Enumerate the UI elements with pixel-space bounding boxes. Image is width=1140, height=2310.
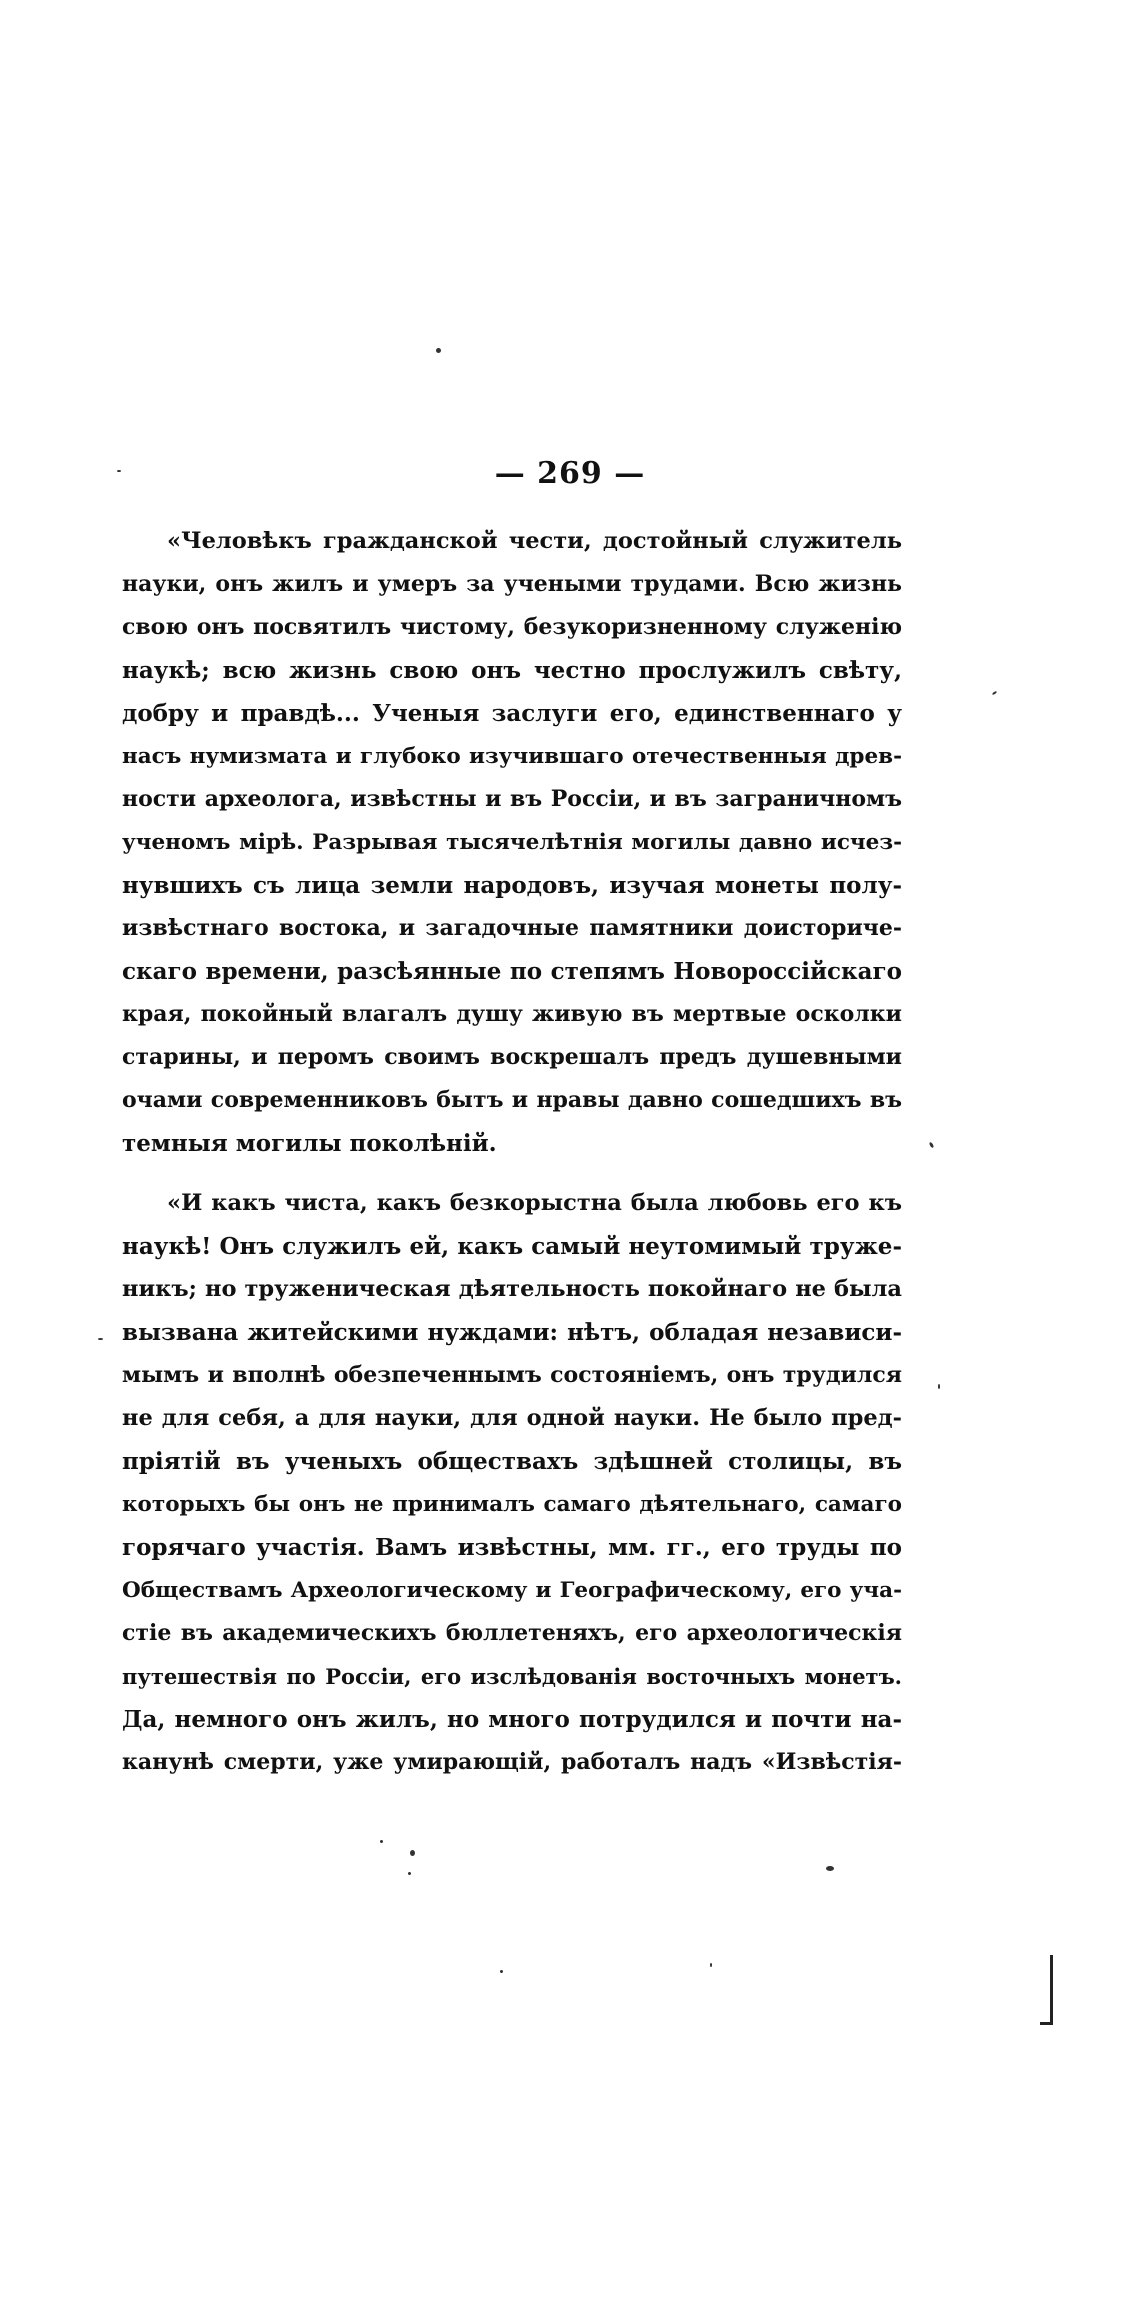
text-line: наукѣ! Онъ служилъ ей, какъ самый неутомимый тружe-: [122, 1233, 902, 1260]
text-line: не для себя, а для науки, для одной науки. Не было пред-: [122, 1405, 902, 1431]
text-line: «И какъ чиста, какъ безкорыстна была любовь его къ: [167, 1190, 902, 1216]
text-line: «Человѣкъ гражданской чести, достойный служитель: [167, 528, 902, 554]
text-line: старины, и перомъ своимъ воскрешалъ предъ душевными: [122, 1044, 902, 1070]
scan-speck: [826, 1866, 834, 1871]
text-line: Обществамъ Археологическому и Географическому, его уча-: [122, 1578, 902, 1603]
text-line: ученомъ мірѣ. Разрывая тысячелѣтнія могилы давно исчез-: [122, 830, 902, 855]
text-line: которыхъ бы онъ не принималъ самаго дѣятельнаго, самаго: [122, 1492, 902, 1517]
text-line: пріятій въ ученыхъ обществахъ здѣшней столицы, въ: [122, 1448, 902, 1475]
text-line: наукѣ; всю жизнь свою онъ честно прослужилъ свѣту,: [122, 657, 902, 684]
text-line: ности археолога, извѣстны и въ Россіи, и въ заграничномъ: [122, 786, 902, 812]
scan-speck: [98, 1338, 103, 1340]
text-line: вызвана житейскими нуждами: нѣтъ, обладая независи-: [122, 1319, 902, 1346]
text-line: путешествія по Россіи, его изслѣдованія восточныхъ монетъ.: [122, 1664, 902, 1689]
text-line: науки, онъ жилъ и умеръ за учеными трудами. Всю жизнь: [122, 571, 902, 597]
scan-speck: [380, 1840, 383, 1843]
text-line: темныя могилы поколѣній.: [122, 1130, 497, 1157]
text-line: очами современниковъ бытъ и нравы давно сошедшихъ въ: [122, 1087, 902, 1113]
text-line: свою онъ посвятилъ чистому, безукоризненному служенію: [122, 614, 902, 640]
text-line: нувшихъ съ лица земли народовъ, изучая монеты полу-: [122, 872, 902, 899]
scan-speck: [992, 691, 997, 696]
paragraph-2: [122, 1182, 902, 1784]
page-edge-mark: [1050, 1955, 1053, 2025]
text-line: никъ; но труженическая дѣятельность покойнаго не была: [122, 1276, 902, 1302]
text-line: скаго времени, разсѣянные по степямъ Новороссійскаго: [122, 958, 902, 985]
text-line: горячаго участія. Вамъ извѣстны, мм. гг., его труды по: [122, 1534, 902, 1561]
text-line: мымъ и вполнѣ обезпеченнымъ состояніемъ, онъ трудился: [122, 1362, 902, 1388]
scan-speck: [710, 1963, 712, 1967]
scan-speck: [500, 1970, 503, 1973]
scan-speck: [938, 1384, 940, 1389]
scan-speck: [408, 1872, 411, 1875]
text-line: извѣстнаго востока, и загадочные памятники доисториче-: [122, 915, 902, 941]
text-line: насъ нумизмата и глубоко изучившаго отечественныя древ-: [122, 744, 902, 769]
paragraph-1: [122, 520, 902, 1165]
scan-speck: [410, 1850, 415, 1856]
text-line: края, покойный влагалъ душу живую въ мертвые осколки: [122, 1001, 902, 1027]
text-line: стіе въ академическихъ бюллетеняхъ, его археологическія: [122, 1620, 902, 1646]
page-edge-mark-foot: [1040, 2022, 1053, 2025]
page-number: — 269 —: [494, 456, 646, 491]
text-line: добру и правдѣ... Ученыя заслуги его, единственнаго у: [122, 700, 902, 727]
text-line: канунѣ смерти, уже умирающій, работалъ надъ «Извѣстія-: [122, 1749, 902, 1775]
body-text: [122, 520, 902, 1784]
scan-speck: [436, 348, 441, 353]
scan-speck: [929, 1142, 935, 1149]
text-line: Да, немного онъ жилъ, но много потрудился и почти на-: [122, 1706, 902, 1733]
